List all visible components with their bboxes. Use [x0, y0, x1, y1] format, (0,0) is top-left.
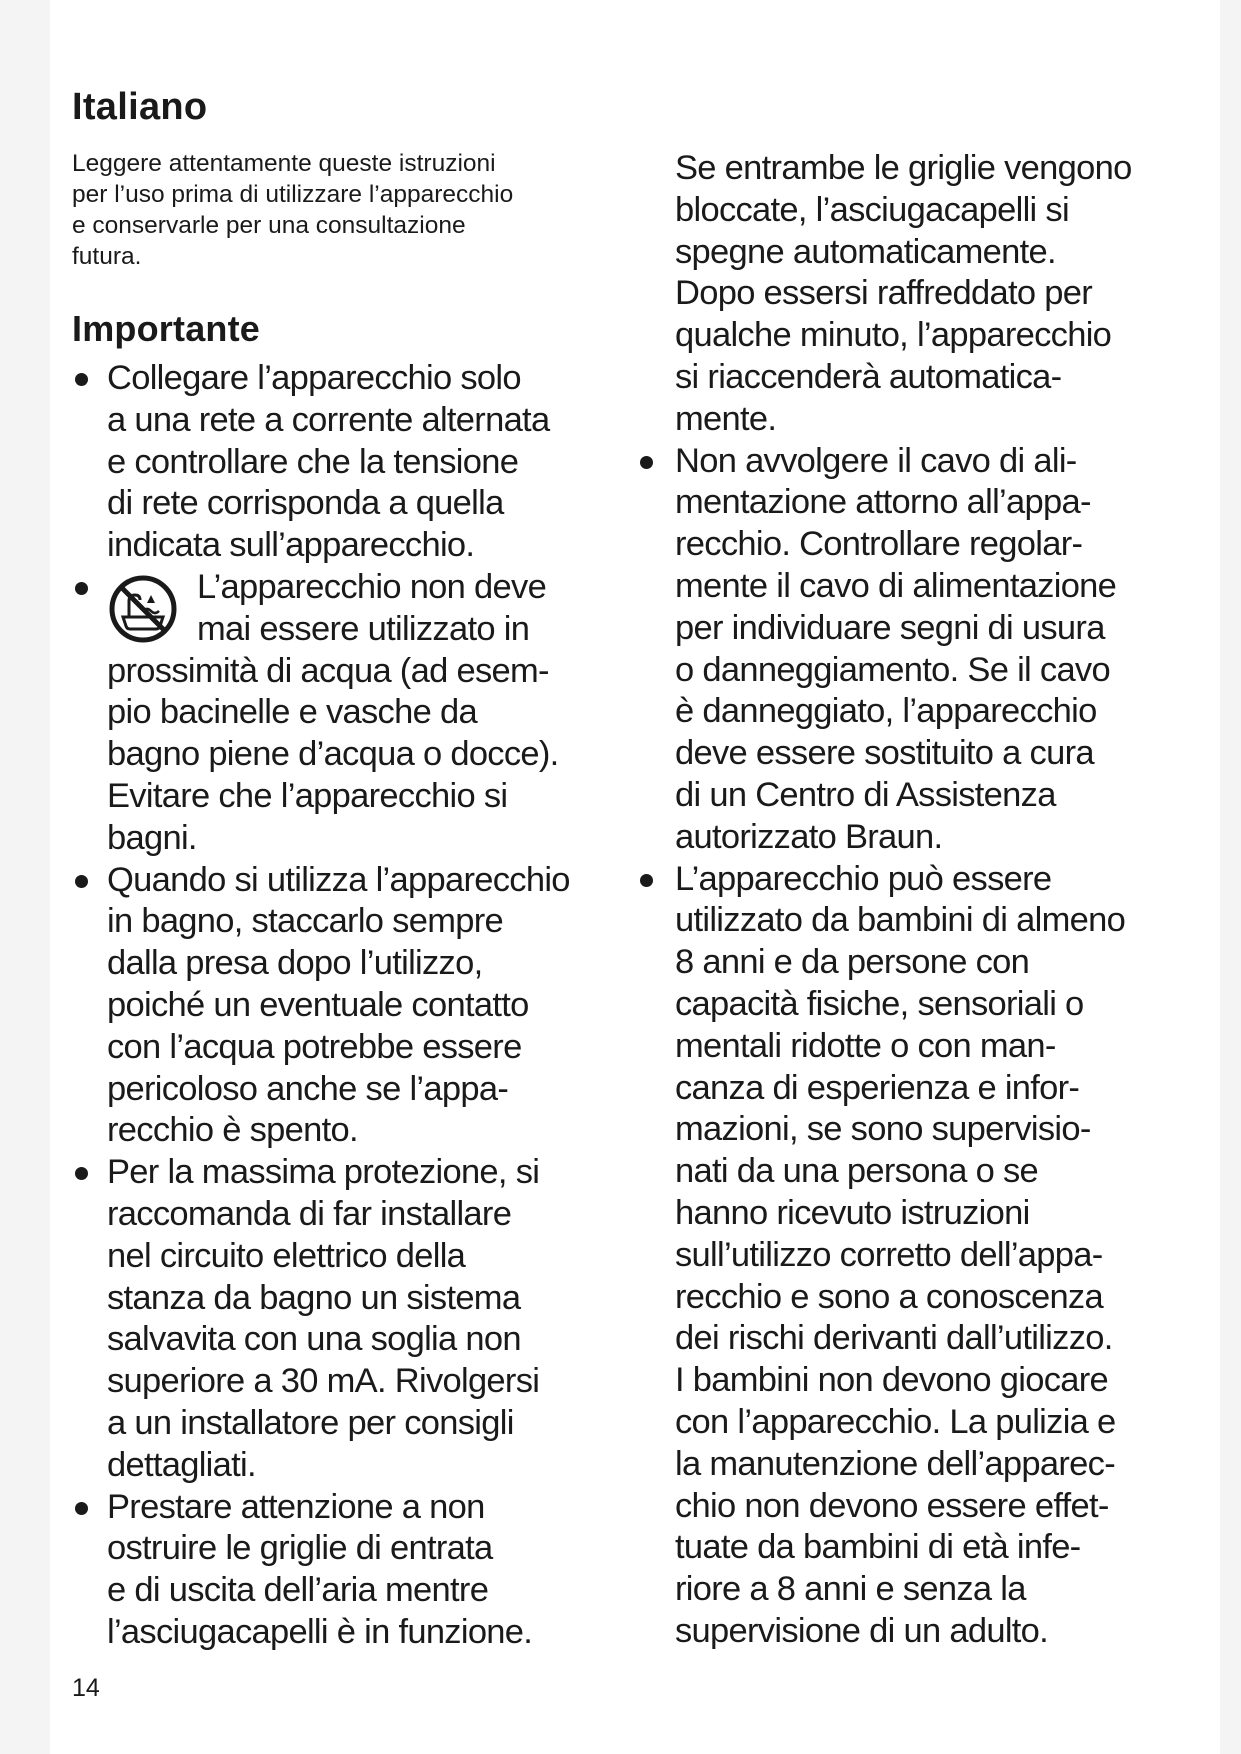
text-line: Dopo essersi raffreddato per — [675, 274, 1093, 313]
text-line: Quando si utilizza l’apparecchio — [107, 860, 570, 899]
text-line: deve essere sostituito a cura — [675, 734, 1094, 773]
text-line: poiché un eventuale contatto — [107, 985, 529, 1024]
text-line: in bagno, staccarlo sempre — [107, 902, 504, 941]
text-line: ostruire le griglie di entrata — [107, 1529, 493, 1568]
bullet-item-mains-voltage — [72, 358, 632, 567]
text-line: Per la massima protezione, si — [107, 1153, 540, 1192]
page-number: 14 — [72, 1674, 100, 1702]
text-line: Non avvolgere il cavo di ali- — [675, 441, 1077, 480]
text-line: raccomanda di far installare — [107, 1194, 512, 1233]
text-line: 8 anni e da persone con — [675, 943, 1030, 982]
text-line: L’apparecchio può essere — [675, 859, 1052, 898]
text-line: mazioni, se sono supervisio- — [675, 1110, 1091, 1149]
text-line: la manutenzione dell’apparec- — [675, 1444, 1115, 1483]
text-line: è danneggiato, l’apparecchio — [675, 692, 1097, 731]
text-line: Se entrambe le griglie vengono — [675, 149, 1132, 187]
text-line: recchio è spento. — [107, 1111, 358, 1150]
text-line: bagno piene d’acqua o docce). — [107, 735, 559, 774]
text-line: l’asciugacapelli è in funzione. — [107, 1612, 533, 1651]
text-line: bloccate, l’asciugacapelli si — [675, 190, 1069, 229]
no-water-bath-icon — [107, 573, 179, 645]
text-line: e controllare che la tensione — [107, 442, 519, 481]
text-line: capacità fisiche, sensoriali o — [675, 984, 1084, 1023]
text-line: recchio e sono a conoscenza — [675, 1277, 1103, 1316]
intro-line: e conservarle per una consultazione — [72, 212, 466, 239]
text-line: supervisione di un adulto. — [675, 1611, 1049, 1650]
text-line: pio bacinelle e vasche da — [107, 693, 477, 732]
text-line: recchio. Controllare regolar- — [675, 525, 1083, 564]
text-line: chio non devono essere effet- — [675, 1486, 1109, 1525]
bullet-item-water-warning — [72, 567, 632, 860]
text-line: si riaccenderà automatica- — [675, 357, 1062, 396]
text-line: nel circuito elettrico della — [107, 1236, 466, 1275]
text-line: o danneggiamento. Se il cavo — [675, 650, 1110, 689]
bullet-item-power-cord — [648, 441, 1188, 859]
text-line: spegne automaticamente. — [675, 232, 1056, 271]
text-line: salvavita con una soglia non — [107, 1320, 521, 1359]
intro-line: per l’uso prima di utilizzare l’apparecchio — [72, 181, 514, 208]
continuation-paragraph — [648, 148, 1188, 441]
text-line: indicata sull’apparecchio. — [107, 526, 475, 565]
text-line: Evitare che l’apparecchio si — [107, 776, 508, 815]
text-line: Prestare attenzione a non — [107, 1487, 485, 1526]
text-line: mente il cavo di alimentazione — [675, 566, 1117, 605]
text-line: a un installatore per consigli — [107, 1403, 514, 1442]
text-line: con l’acqua potrebbe essere — [107, 1027, 522, 1066]
text-line: Collegare l’apparecchio solo — [107, 359, 521, 397]
text-line: tuate da bambini di età infe- — [675, 1528, 1081, 1567]
intro-paragraph — [72, 148, 612, 272]
text-line: con l’apparecchio. La pulizia e — [675, 1402, 1116, 1441]
text-line: qualche minuto, l’apparecchio — [675, 316, 1112, 355]
bullet-item-bathroom-unplug — [72, 860, 632, 1153]
right-column — [648, 148, 1188, 1653]
right-bullet-list — [648, 441, 1188, 1653]
text-line: utilizzato da bambini di almeno — [675, 901, 1126, 940]
text-line: sull’utilizzo corretto dell’appa- — [675, 1235, 1103, 1274]
text-line: nati da una persona o se — [675, 1152, 1038, 1191]
text-line: per individuare segni di usura — [675, 608, 1105, 647]
text-line: I bambini non devono giocare — [675, 1361, 1109, 1400]
bullet-item-rcd-protection — [72, 1152, 632, 1486]
text-line: stanza da bagno un sistema — [107, 1278, 521, 1317]
text-line: superiore a 30 mA. Rivolgersi — [107, 1362, 540, 1401]
left-bullet-list — [72, 358, 632, 1654]
text-line: di rete corrisponda a quella — [107, 484, 504, 523]
text-line: e di uscita dell’aria mentre — [107, 1571, 489, 1610]
text-line: autorizzato Braun. — [675, 817, 943, 856]
text-line: L’apparecchio non deve — [197, 567, 547, 606]
intro-line: futura. — [72, 243, 142, 270]
text-line: hanno ricevuto istruzioni — [675, 1193, 1030, 1232]
text-line: dettagliati. — [107, 1445, 256, 1484]
text-line: di un Centro di Assistenza — [675, 775, 1056, 814]
bullet-item-children-safety — [648, 859, 1188, 1653]
text-line: prossimità di acqua (ad esem- — [107, 651, 549, 690]
text-line: pericoloso anche se l’appa- — [107, 1069, 509, 1108]
language-heading: Italiano — [72, 86, 208, 128]
text-line: mentazione attorno all’appa- — [675, 483, 1091, 522]
text-line: mente. — [675, 399, 777, 438]
text-line: dei rischi derivanti dall’utilizzo. — [675, 1319, 1113, 1358]
text-line: canza di esperienza e infor- — [675, 1068, 1080, 1107]
text-line: mentali ridotte o con man- — [675, 1026, 1056, 1065]
text-line: mai essere utilizzato in — [197, 609, 530, 648]
important-heading: Importante — [72, 308, 261, 349]
text-line: riore a 8 anni e senza la — [675, 1570, 1026, 1609]
text-line: bagni. — [107, 818, 197, 857]
intro-line: Leggere attentamente queste istruzioni — [72, 150, 496, 177]
text-line: a una rete a corrente alternata — [107, 400, 550, 439]
left-column — [72, 358, 632, 1654]
text-line: dalla presa dopo l’utilizzo, — [107, 944, 483, 983]
bullet-item-air-grilles — [72, 1487, 632, 1654]
